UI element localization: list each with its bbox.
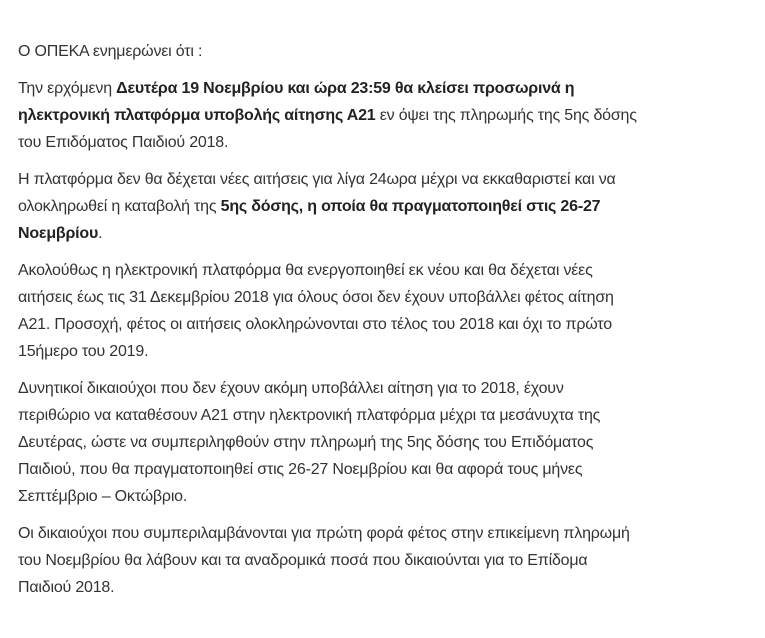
text: Δυνητικοί δικαιούχοι που δεν έχουν ακόμη υποβάλλει αίτηση για το 2018, έχουν bbox=[18, 380, 564, 397]
paragraph bbox=[18, 520, 637, 601]
paragraph bbox=[18, 75, 637, 156]
paragraph bbox=[18, 257, 637, 365]
text-line bbox=[18, 456, 637, 483]
text: Α21. Προσοχή, φέτος οι αιτήσεις ολοκληρώνονται στο τέλος του 2018 και όχι το πρώτο bbox=[18, 316, 612, 333]
text-line bbox=[18, 38, 637, 65]
text: περιθώριο να καταθέσουν Α21 στην ηλεκτρονική πλατφόρμα μέχρι τα μεσάνυχτα της bbox=[18, 407, 601, 424]
bold-text: Δευτέρα 19 Νοεμβρίου και ώρα 23:59 θα κλείσει προσωρινά η bbox=[116, 80, 575, 97]
text-line bbox=[18, 547, 637, 574]
text: Ακολούθως η ηλεκτρονική πλατφόρμα θα ενεργοποιηθεί εκ νέου και θα δέχεται νέες bbox=[18, 262, 593, 279]
text: Σεπτέμβριο – Οκτώβριο. bbox=[18, 488, 188, 505]
text-line bbox=[18, 75, 637, 102]
text-line bbox=[18, 166, 637, 193]
text: αιτήσεις έως τις 31 Δεκεμβρίου 2018 για όλους όσοι δεν έχουν υποβάλλει φέτος αίτηση bbox=[18, 289, 614, 306]
text-line bbox=[18, 102, 637, 129]
text-line bbox=[18, 574, 637, 601]
text-line bbox=[18, 311, 637, 338]
text-line bbox=[18, 338, 637, 365]
text-line bbox=[18, 375, 637, 402]
text: 15ήμερο του 2019. bbox=[18, 343, 149, 360]
text: Παιδιού, που θα πραγματοποιηθεί στις 26-27 Νοεμβρίου και θα αφορά τους μήνες bbox=[18, 461, 583, 478]
text-line bbox=[18, 483, 637, 510]
text: Δευτέρας, ώστε να συμπεριληφθούν στην πληρωμή της 5ης δόσης του Επιδόματος bbox=[18, 434, 594, 451]
text: Ο ΟΠΕΚΑ ενημερώνει ότι : bbox=[18, 43, 203, 60]
text: Την ερχόμενη bbox=[18, 80, 117, 97]
paragraph bbox=[18, 166, 637, 247]
text: του Νοεμβρίου θα λάβουν και τα αναδρομικά ποσά που δικαιούνται για το Επίδομα bbox=[18, 552, 588, 569]
text-line bbox=[18, 284, 637, 311]
text: του Επιδόματος Παιδιού 2018. bbox=[18, 134, 229, 151]
text: . bbox=[98, 225, 103, 242]
announcement-body bbox=[18, 38, 637, 611]
bold-text: ηλεκτρονική πλατφόρμα υποβολής αίτησης Α21 bbox=[18, 107, 376, 124]
text-line bbox=[18, 429, 637, 456]
paragraph bbox=[18, 375, 637, 510]
bold-text: 5ης δόσης, η οποία θα πραγματοποιηθεί στις 26-27 bbox=[220, 198, 601, 215]
text: Παιδιού 2018. bbox=[18, 579, 115, 596]
text-line bbox=[18, 129, 637, 156]
text-line bbox=[18, 402, 637, 429]
text-line bbox=[18, 520, 637, 547]
text-line bbox=[18, 257, 637, 284]
text: ολοκληρωθεί η καταβολή της bbox=[18, 198, 221, 215]
text: Η πλατφόρμα δεν θα δέχεται νέες αιτήσεις για λίγα 24ωρα μέχρι να εκκαθαριστεί και να bbox=[18, 171, 616, 188]
paragraph bbox=[18, 38, 637, 65]
bold-text: Νοεμβρίου bbox=[18, 225, 99, 242]
text: Οι δικαιούχοι που συμπεριλαμβάνονται για πρώτη φορά φέτος στην επικείμενη πληρωμή bbox=[18, 525, 630, 542]
text: εν όψει της πληρωμής της 5ης δόσης bbox=[375, 107, 637, 124]
text-line bbox=[18, 220, 637, 247]
text-line bbox=[18, 193, 637, 220]
